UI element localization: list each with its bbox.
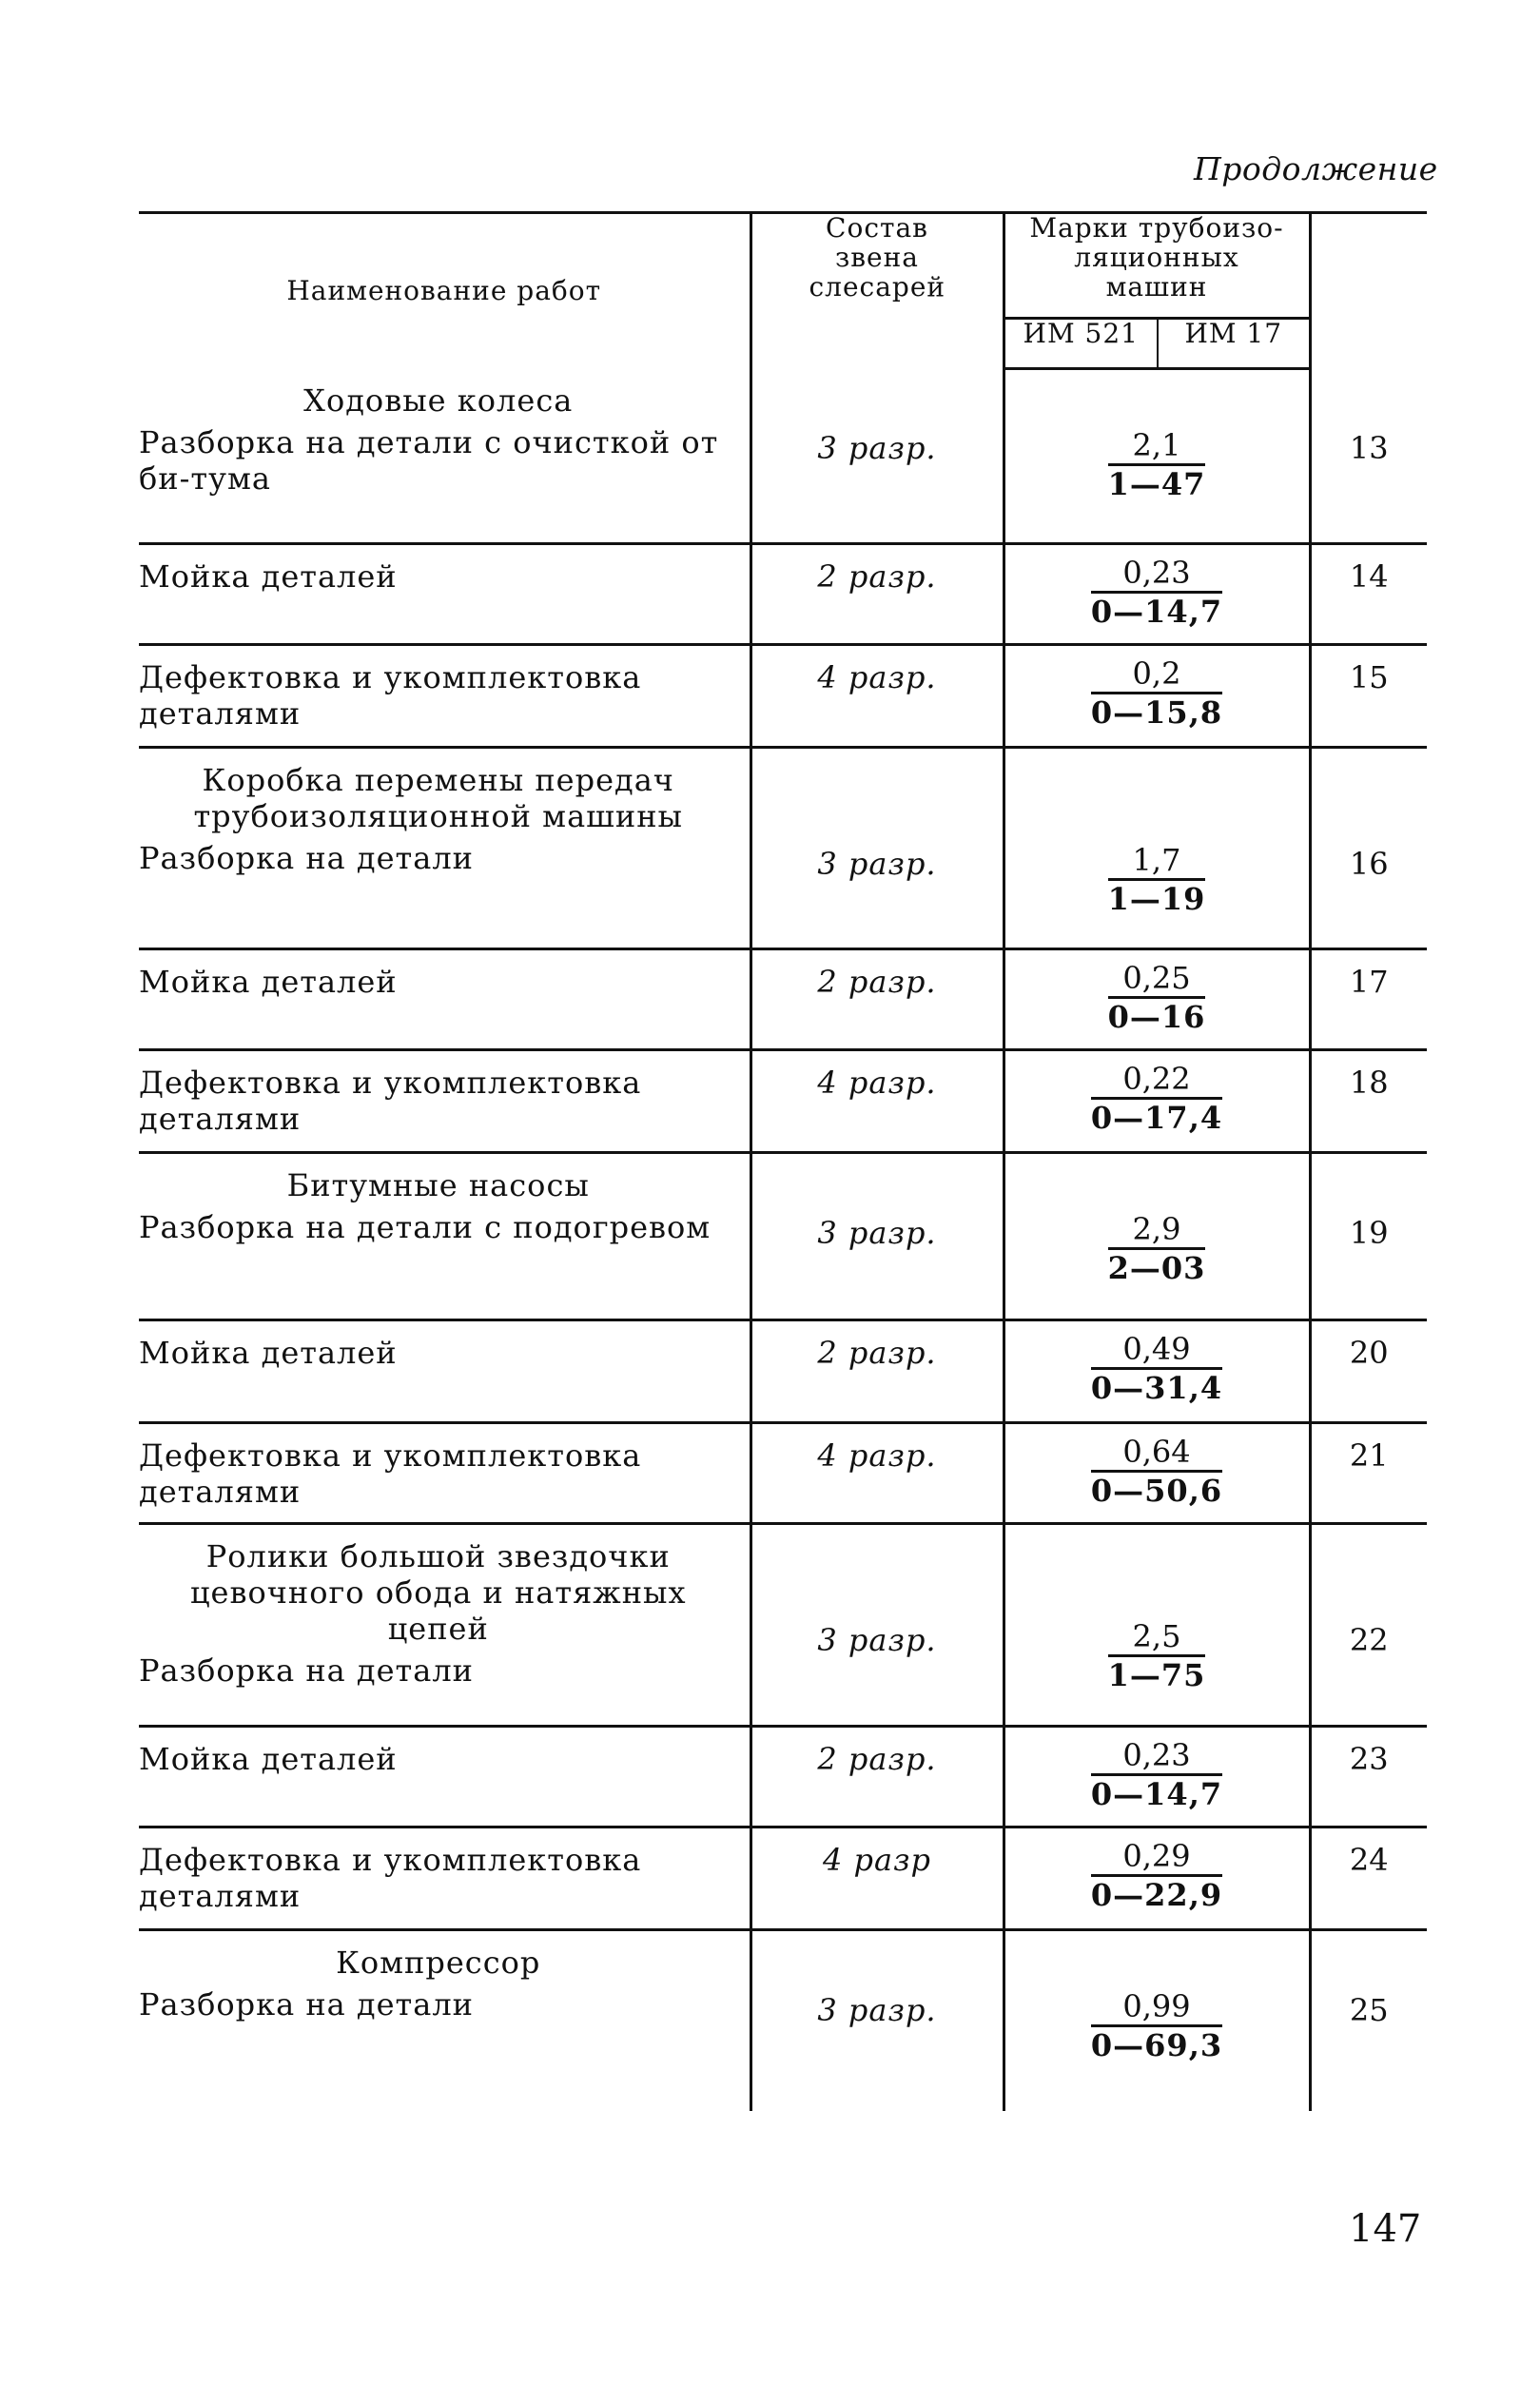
row-number: 24 [1349, 1842, 1389, 1878]
table-row [139, 645, 1427, 748]
crew-grade: 3 разр. [817, 1215, 937, 1251]
crew-grade: 4 разр. [817, 659, 937, 695]
work-name: Разборка на детали [139, 1652, 474, 1689]
table-row [139, 1050, 1427, 1153]
header-name: Наименование работ [139, 213, 751, 369]
table-row [139, 1524, 1427, 1727]
norm-time: 0,64 [1091, 1434, 1222, 1473]
norm-cell [1004, 1727, 1310, 1827]
norm-time: 0,25 [1108, 960, 1206, 999]
table-row [139, 1727, 1427, 1827]
norm-time: 0,22 [1091, 1061, 1222, 1100]
norm-cell [1004, 949, 1310, 1050]
work-cell [139, 544, 751, 645]
norm-price: 0—16 [1107, 999, 1206, 1035]
crew-cell [751, 369, 1004, 544]
crew-grade: 2 разр. [817, 1335, 937, 1371]
norm-price: 1—47 [1107, 466, 1206, 502]
norm-fraction [1091, 655, 1222, 731]
norm-price: 0—14,7 [1090, 1776, 1223, 1812]
crew-cell [751, 544, 1004, 645]
work-cell [139, 949, 751, 1050]
row-number: 17 [1349, 964, 1389, 1000]
norm-price: 0—14,7 [1090, 594, 1223, 630]
work-cell [139, 1320, 751, 1423]
norm-price: 0—15,8 [1090, 694, 1223, 731]
work-name: Мойка деталей [139, 1335, 398, 1371]
header-crew: Состав звена слесарей [751, 213, 1004, 369]
norm-price: 0—17,4 [1090, 1100, 1223, 1136]
section-title: Коробка перемены передач трубоизоляционной машины [193, 762, 684, 834]
crew-cell [751, 1930, 1004, 2111]
norm-price: 1—19 [1107, 881, 1206, 917]
norm-cell [1004, 748, 1310, 949]
section-title: Ролики большой звездочки цевочного обода и натяжных цепей [189, 1538, 687, 1647]
row-number: 21 [1349, 1437, 1389, 1474]
crew-cell [751, 1524, 1004, 1727]
work-name: Разборка на детали с очисткой от би-тума [139, 423, 719, 497]
work-cell [139, 645, 751, 748]
work-name: Дефектовка и укомплектовка деталями [139, 659, 642, 732]
norm-cell [1004, 1320, 1310, 1423]
work-cell [139, 369, 751, 544]
crew-cell [751, 1320, 1004, 1423]
header-machines: Марки трубоизо-ляционных машин [1004, 213, 1310, 319]
norm-cell [1004, 1930, 1310, 2111]
norm-cell [1004, 1423, 1310, 1524]
work-name: Дефектовка и укомплектовка деталями [139, 1437, 642, 1510]
table-row [139, 949, 1427, 1050]
number-cell [1310, 544, 1427, 645]
norm-fraction [1091, 1061, 1222, 1136]
norm-time: 0,23 [1091, 1737, 1222, 1776]
row-number: 15 [1349, 659, 1389, 695]
table-body [139, 369, 1427, 2111]
table-row [139, 369, 1427, 544]
crew-grade: 2 разр. [817, 964, 937, 1000]
number-cell [1310, 1827, 1427, 1930]
norm-price: 0—31,4 [1090, 1370, 1223, 1406]
work-cell [139, 1050, 751, 1153]
crew-cell [751, 748, 1004, 949]
row-number: 19 [1349, 1215, 1389, 1251]
norm-time: 0,49 [1091, 1331, 1222, 1370]
work-cell [139, 1153, 751, 1320]
row-number: 14 [1349, 558, 1389, 595]
work-cell [139, 1827, 751, 1930]
norm-fraction [1108, 842, 1206, 917]
crew-grade: 2 разр. [817, 1741, 937, 1777]
table-row [139, 1930, 1427, 2111]
table-row [139, 748, 1427, 949]
table-row [139, 544, 1427, 645]
norm-time: 2,9 [1108, 1211, 1206, 1250]
number-cell [1310, 1524, 1427, 1727]
crew-grade: 4 разр. [817, 1065, 937, 1101]
norm-time: 0,99 [1091, 1988, 1222, 2027]
row-number: 23 [1349, 1741, 1389, 1777]
norm-cell [1004, 1524, 1310, 1727]
norm-time: 2,1 [1108, 427, 1206, 466]
number-cell [1310, 369, 1427, 544]
crew-cell [751, 1423, 1004, 1524]
row-number: 18 [1349, 1065, 1389, 1101]
norm-time: 2,5 [1108, 1618, 1206, 1657]
work-name: Разборка на детали с подогревом [139, 1209, 712, 1245]
norm-cell [1004, 1827, 1310, 1930]
norm-fraction [1091, 1838, 1222, 1913]
norm-fraction [1108, 1211, 1206, 1286]
row-number: 13 [1349, 429, 1389, 466]
crew-cell [751, 645, 1004, 748]
crew-cell [751, 1153, 1004, 1320]
header-machine-im521: ИМ 521 [1004, 319, 1158, 369]
crew-grade: 3 разр. [817, 1992, 937, 2028]
work-name: Разборка на детали [139, 1986, 474, 2023]
norm-cell [1004, 645, 1310, 748]
work-name: Мойка деталей [139, 558, 398, 595]
work-name: Дефектовка и укомплектовка деталями [139, 1065, 642, 1137]
work-cell [139, 1727, 751, 1827]
header-number [1310, 213, 1427, 369]
table-row [139, 1827, 1427, 1930]
table-header [139, 213, 1427, 369]
number-cell [1310, 1930, 1427, 2111]
work-cell [139, 748, 751, 949]
work-cell [139, 1524, 751, 1727]
norm-time: 0,2 [1091, 655, 1222, 694]
crew-grade: 3 разр. [817, 429, 937, 466]
norm-price: 0—22,9 [1090, 1877, 1223, 1913]
header-machine-im17: ИМ 17 [1158, 319, 1310, 369]
norm-time: 0,23 [1091, 555, 1222, 594]
number-cell [1310, 949, 1427, 1050]
crew-grade: 3 разр. [817, 1622, 937, 1658]
table-row [139, 1320, 1427, 1423]
continuation-label: Продолжение [1194, 150, 1438, 187]
norm-price: 1—75 [1107, 1657, 1206, 1693]
norm-fraction [1108, 1618, 1206, 1693]
norm-fraction [1091, 1988, 1222, 2063]
number-cell [1310, 748, 1427, 949]
crew-cell [751, 1050, 1004, 1153]
norm-time: 1,7 [1108, 842, 1206, 881]
table-row [139, 1423, 1427, 1524]
number-cell [1310, 1050, 1427, 1153]
crew-cell [751, 949, 1004, 1050]
norm-fraction [1091, 555, 1222, 630]
crew-grade: 4 разр. [817, 1437, 937, 1474]
row-number: 22 [1349, 1622, 1389, 1658]
page-number: 147 [1349, 2207, 1422, 2251]
row-number: 25 [1349, 1992, 1389, 2028]
row-number: 16 [1349, 846, 1389, 882]
crew-cell [751, 1727, 1004, 1827]
norm-cell [1004, 1050, 1310, 1153]
row-number: 20 [1349, 1335, 1389, 1371]
work-name: Мойка деталей [139, 1741, 398, 1777]
norm-cell [1004, 369, 1310, 544]
number-cell [1310, 1320, 1427, 1423]
norm-price: 2—03 [1107, 1250, 1206, 1286]
number-cell [1310, 1153, 1427, 1320]
section-title: Ходовые колеса [303, 381, 574, 419]
work-cell [139, 1930, 751, 2111]
number-cell [1310, 645, 1427, 748]
work-cell [139, 1423, 751, 1524]
norm-fraction [1108, 427, 1206, 502]
norm-price: 0—69,3 [1090, 2027, 1223, 2063]
norm-fraction [1091, 1737, 1222, 1812]
crew-grade: 4 разр [822, 1842, 932, 1878]
crew-cell [751, 1827, 1004, 1930]
norm-price: 0—50,6 [1090, 1473, 1223, 1509]
work-name: Дефектовка и укомплектовка деталями [139, 1842, 642, 1914]
norm-fraction [1091, 1331, 1222, 1406]
section-title: Битумные насосы [286, 1167, 590, 1203]
crew-grade: 2 разр. [817, 558, 937, 595]
section-title: Компрессор [336, 1945, 541, 1981]
work-name: Мойка деталей [139, 964, 398, 1000]
norm-fraction [1091, 1434, 1222, 1509]
norms-table [139, 211, 1427, 2111]
norm-cell [1004, 544, 1310, 645]
number-cell [1310, 1727, 1427, 1827]
work-name: Разборка на детали [139, 840, 474, 876]
table-row [139, 1153, 1427, 1320]
norm-cell [1004, 1153, 1310, 1320]
crew-grade: 3 разр. [817, 846, 937, 882]
norm-fraction [1108, 960, 1206, 1035]
norm-time: 0,29 [1091, 1838, 1222, 1877]
number-cell [1310, 1423, 1427, 1524]
